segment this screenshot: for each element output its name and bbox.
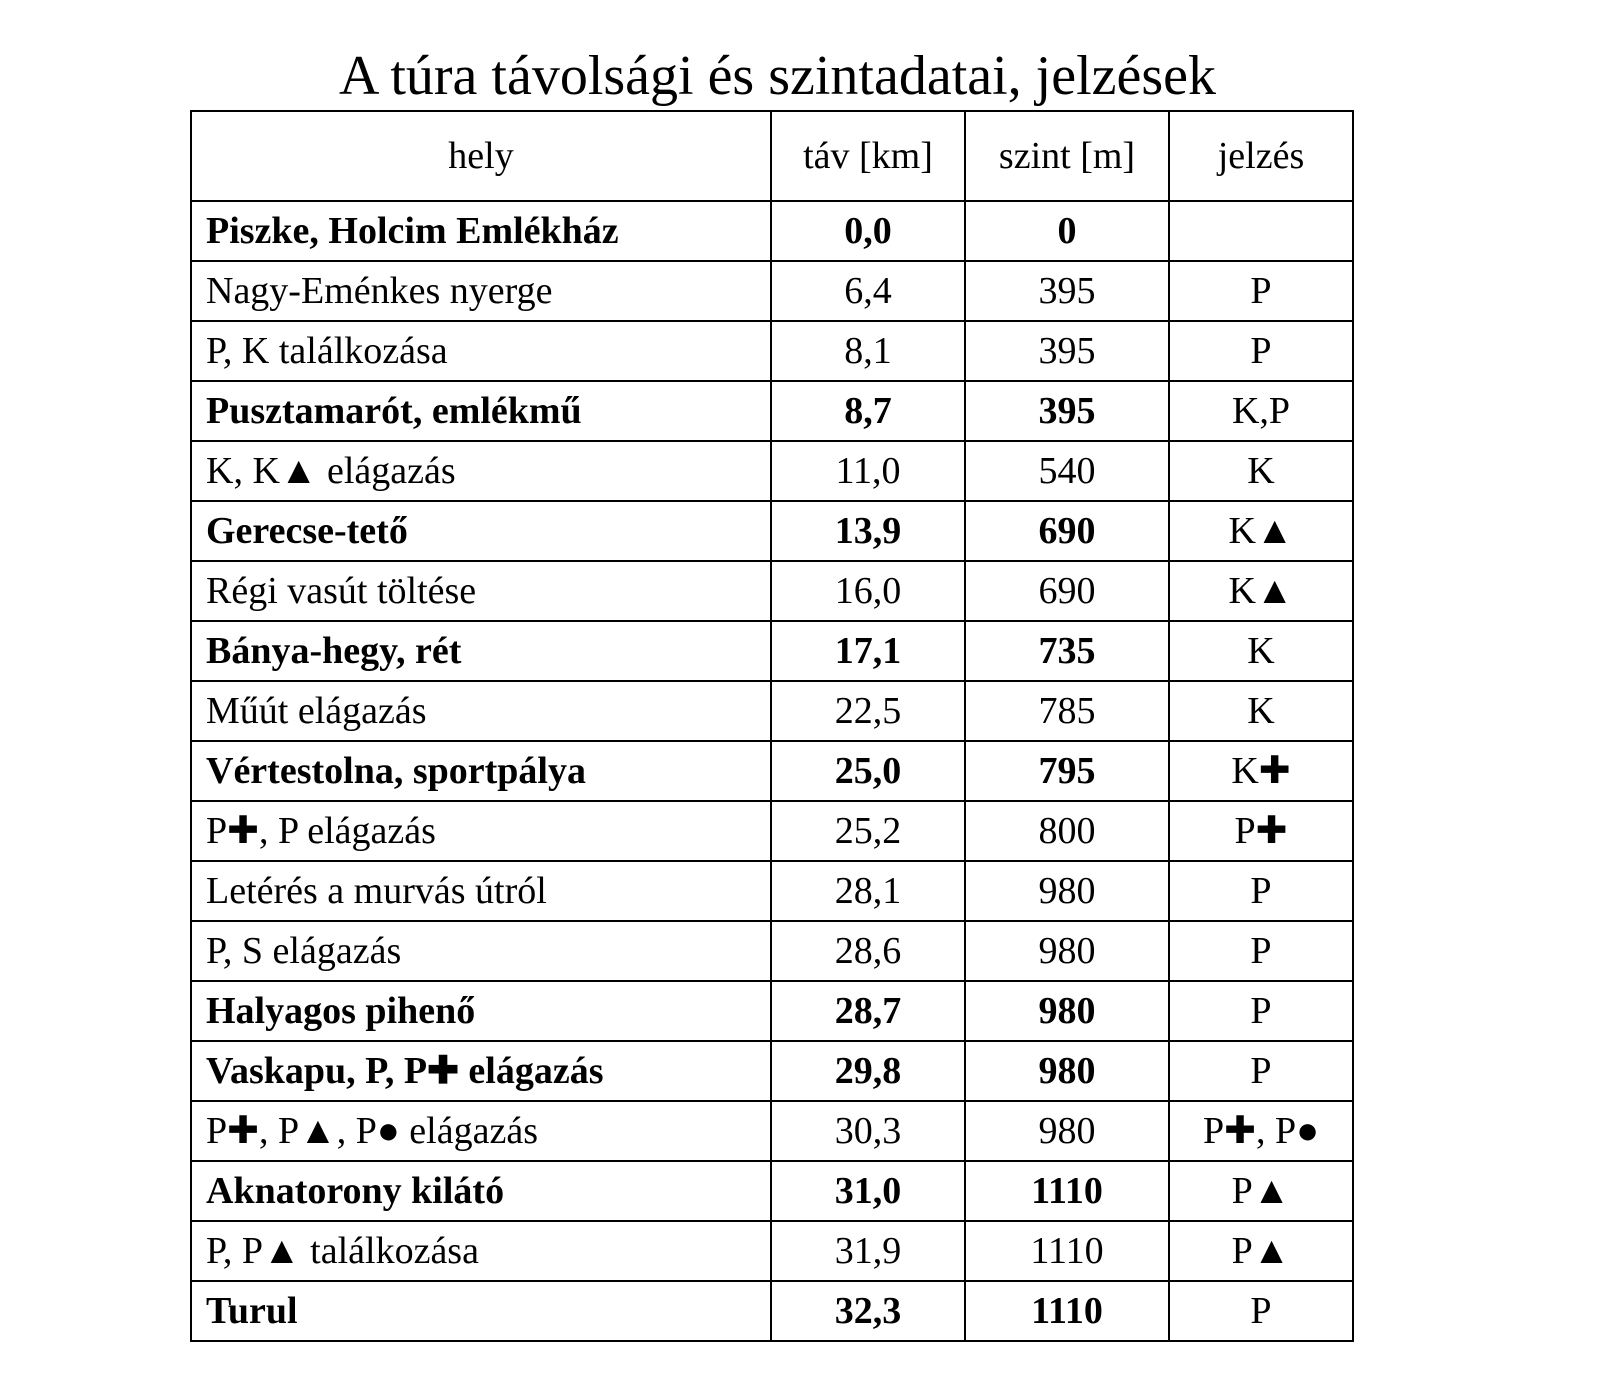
cell-hely: Bánya-hegy, rét bbox=[191, 621, 771, 681]
cell-szint: 540 bbox=[965, 441, 1169, 501]
cell-jelzes: P bbox=[1169, 861, 1353, 921]
cell-tav: 31,0 bbox=[771, 1161, 965, 1221]
cell-hely: Halyagos pihenő bbox=[191, 981, 771, 1041]
table-row bbox=[191, 681, 1353, 741]
cell-szint: 980 bbox=[965, 921, 1169, 981]
cell-szint: 980 bbox=[965, 861, 1169, 921]
cell-hely: Régi vasút töltése bbox=[191, 561, 771, 621]
table-header bbox=[191, 111, 1353, 201]
cell-tav: 0,0 bbox=[771, 201, 965, 261]
table-row bbox=[191, 441, 1353, 501]
cell-hely: Gerecse-tető bbox=[191, 501, 771, 561]
cell-jelzes: P✚, P● bbox=[1169, 1101, 1353, 1161]
column-header-tav: táv [km] bbox=[771, 111, 965, 201]
cell-szint: 980 bbox=[965, 981, 1169, 1041]
table-row bbox=[191, 501, 1353, 561]
cell-jelzes bbox=[1169, 201, 1353, 261]
table-header-row bbox=[191, 111, 1353, 201]
table-row bbox=[191, 321, 1353, 381]
cell-hely: P, K találkozása bbox=[191, 321, 771, 381]
column-header-hely: hely bbox=[191, 111, 771, 201]
cell-szint: 1110 bbox=[965, 1281, 1169, 1341]
cell-szint: 785 bbox=[965, 681, 1169, 741]
cell-szint: 980 bbox=[965, 1101, 1169, 1161]
table-row bbox=[191, 981, 1353, 1041]
cell-jelzes: P bbox=[1169, 981, 1353, 1041]
cell-hely: Műút elágazás bbox=[191, 681, 771, 741]
cell-jelzes: K,P bbox=[1169, 381, 1353, 441]
cell-tav: 22,5 bbox=[771, 681, 965, 741]
cell-hely: P✚, P▲, P● elágazás bbox=[191, 1101, 771, 1161]
cell-tav: 32,3 bbox=[771, 1281, 965, 1341]
cell-szint: 735 bbox=[965, 621, 1169, 681]
cell-szint: 980 bbox=[965, 1041, 1169, 1101]
cell-szint: 0 bbox=[965, 201, 1169, 261]
cell-tav: 8,1 bbox=[771, 321, 965, 381]
table-row bbox=[191, 1281, 1353, 1341]
page-title: A túra távolsági és szintadatai, jelzések bbox=[338, 45, 1217, 107]
cell-jelzes: K bbox=[1169, 621, 1353, 681]
table-row bbox=[191, 1041, 1353, 1101]
cell-jelzes: P bbox=[1169, 1041, 1353, 1101]
cell-tav: 28,7 bbox=[771, 981, 965, 1041]
cell-tav: 28,1 bbox=[771, 861, 965, 921]
cell-tav: 28,6 bbox=[771, 921, 965, 981]
cell-szint: 1110 bbox=[965, 1161, 1169, 1221]
cell-jelzes: P▲ bbox=[1169, 1161, 1353, 1221]
table-row bbox=[191, 621, 1353, 681]
column-header-jelzes: jelzés bbox=[1169, 111, 1353, 201]
cell-hely: P, S elágazás bbox=[191, 921, 771, 981]
cell-jelzes: K bbox=[1169, 441, 1353, 501]
table-row bbox=[191, 561, 1353, 621]
cell-tav: 25,2 bbox=[771, 801, 965, 861]
cell-szint: 690 bbox=[965, 501, 1169, 561]
column-header-szint: szint [m] bbox=[965, 111, 1169, 201]
cell-jelzes: K✚ bbox=[1169, 741, 1353, 801]
cell-tav: 31,9 bbox=[771, 1221, 965, 1281]
cell-hely: Piszke, Holcim Emlékház bbox=[191, 201, 771, 261]
cell-szint: 800 bbox=[965, 801, 1169, 861]
cell-jelzes: K bbox=[1169, 681, 1353, 741]
table-row bbox=[191, 741, 1353, 801]
cell-jelzes: K▲ bbox=[1169, 501, 1353, 561]
table-row bbox=[191, 861, 1353, 921]
cell-tav: 8,7 bbox=[771, 381, 965, 441]
cell-tav: 29,8 bbox=[771, 1041, 965, 1101]
table-row bbox=[191, 1101, 1353, 1161]
route-data-table bbox=[190, 110, 1354, 1342]
cell-hely: Nagy-Eménkes nyerge bbox=[191, 261, 771, 321]
table-row bbox=[191, 801, 1353, 861]
table-row bbox=[191, 261, 1353, 321]
cell-hely: P, P▲ találkozása bbox=[191, 1221, 771, 1281]
cell-jelzes: P bbox=[1169, 321, 1353, 381]
table-row bbox=[191, 921, 1353, 981]
cell-jelzes: P✚ bbox=[1169, 801, 1353, 861]
cell-szint: 795 bbox=[965, 741, 1169, 801]
cell-tav: 17,1 bbox=[771, 621, 965, 681]
cell-tav: 11,0 bbox=[771, 441, 965, 501]
cell-hely: P✚, P elágazás bbox=[191, 801, 771, 861]
cell-tav: 30,3 bbox=[771, 1101, 965, 1161]
cell-hely: Vértestolna, sportpálya bbox=[191, 741, 771, 801]
cell-tav: 25,0 bbox=[771, 741, 965, 801]
cell-hely: Turul bbox=[191, 1281, 771, 1341]
table-row bbox=[191, 381, 1353, 441]
cell-szint: 395 bbox=[965, 381, 1169, 441]
cell-hely: Letérés a murvás útról bbox=[191, 861, 771, 921]
table-body bbox=[191, 201, 1353, 1341]
cell-szint: 1110 bbox=[965, 1221, 1169, 1281]
cell-jelzes: P bbox=[1169, 1281, 1353, 1341]
cell-hely: K, K▲ elágazás bbox=[191, 441, 771, 501]
cell-tav: 6,4 bbox=[771, 261, 965, 321]
cell-tav: 16,0 bbox=[771, 561, 965, 621]
table-row bbox=[191, 201, 1353, 261]
cell-szint: 690 bbox=[965, 561, 1169, 621]
cell-tav: 13,9 bbox=[771, 501, 965, 561]
cell-szint: 395 bbox=[965, 261, 1169, 321]
cell-hely: Vaskapu, P, P✚ elágazás bbox=[191, 1041, 771, 1101]
cell-szint: 395 bbox=[965, 321, 1169, 381]
table-row bbox=[191, 1221, 1353, 1281]
table-row bbox=[191, 1161, 1353, 1221]
cell-jelzes: P bbox=[1169, 921, 1353, 981]
cell-jelzes: K▲ bbox=[1169, 561, 1353, 621]
cell-hely: Pusztamarót, emlékmű bbox=[191, 381, 771, 441]
cell-jelzes: P▲ bbox=[1169, 1221, 1353, 1281]
cell-hely: Aknatorony kilátó bbox=[191, 1161, 771, 1221]
cell-jelzes: P bbox=[1169, 261, 1353, 321]
